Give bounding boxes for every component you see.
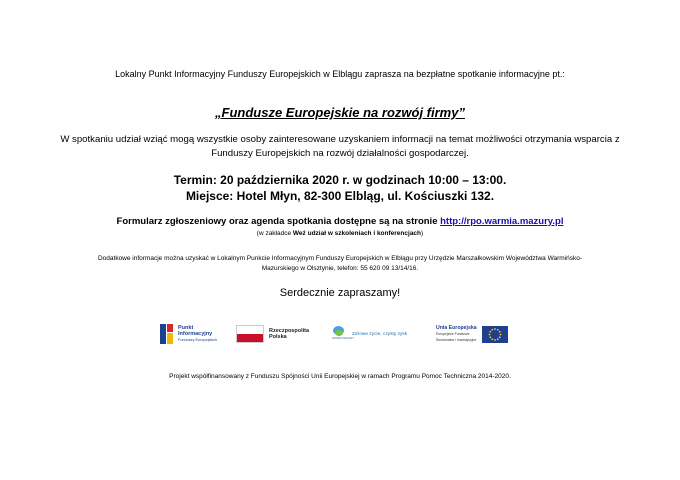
ue-line-1: Unia Europejska [436,325,477,331]
rp-line-1: Rzeczpospolita [269,328,310,334]
event-description [30,133,650,161]
ue-sub-2: Strukturalne i Inwestycyjne [436,338,477,342]
punkt-sub: Funduszy Europejskich [178,338,218,342]
ue-sub-1: Europejskie Fundusze [436,332,470,336]
warmia-mazury-logo [332,324,427,344]
rp-line-2: Polska [269,334,287,340]
warmia-mazury-mark-text: WARMIA MAZURY [332,337,355,340]
additional-info-line-1: Dodatkowe informacje można uzyskać w Lokalnym Punkcie Informacyjnym Funduszy Europejskich w Elblągu przy Urzędzie Marszałkowskim Województwa Warmińsko- [97,255,583,262]
ue-text [436,325,477,343]
punkt-informacyjny-icon [160,324,174,344]
punkt-line-1: Punkt [178,325,194,331]
punkt-informacyjny-logo [160,322,240,346]
punkt-line-2: Informacyjny [178,331,213,337]
registration-info [30,216,650,227]
registration-text: Formularz zgłoszeniowy oraz agenda spotkania dostępne są na stronie [116,216,441,227]
additional-info [55,254,625,274]
punkt-informacyjny-text [178,325,217,343]
intro-text: Lokalny Punkt Informacyjny Funduszy Europejskich w Elblągu zaprasza na bezpłatne spotkanie informacyjne pt.: [115,69,565,79]
event-place: Miejsce: Hotel Młyn, 82-300 Elbląg, ul. Kościuszki 132. [185,189,495,203]
rp-text [269,328,309,340]
polish-flag-icon [236,325,264,343]
event-details [30,172,650,204]
unia-europejska-logo [436,322,526,346]
note-bold: Weź udział w szkoleniach i konferencjach [292,230,422,237]
note-suffix: ) [421,230,424,237]
registration-note [30,230,650,237]
note-prefix: (w zakładce [256,230,293,237]
eu-flag-icon [482,326,508,343]
description-line-2: Funduszy Europejskich na rozwój działalności gospodarczej. [211,148,469,159]
additional-info-line-2: Mazurskiego w Olsztynie, telefon: 55 620 09 13/14/16. [261,265,419,272]
rzeczpospolita-polska-logo [236,322,326,346]
event-term: Termin: 20 października 2020 r. w godzinach 10:00 – 13:00. [173,173,507,187]
footer-text: Projekt współfinansowany z Funduszu Spójności Unii Europejskiej w ramach Programu Pomoc Techniczna 2014-2020. [169,373,511,380]
event-title: „Fundusze Europejskie na rozwój firmy” [215,105,465,120]
rpo-link[interactable]: http://rpo.warmia.mazury.pl [440,216,564,227]
description-line-1: W spotkaniu udział wziąć mogą wszystkie osoby zainteresowane uzyskaniem informacji na temat możliwości otrzymania wsparcia z [60,134,620,145]
warmia-mazury-slogan: Zdrowe życie, czysty zysk [352,331,408,337]
greeting: Serdecznie zapraszamy! [279,287,401,299]
warmia-mazury-icon [332,326,355,342]
